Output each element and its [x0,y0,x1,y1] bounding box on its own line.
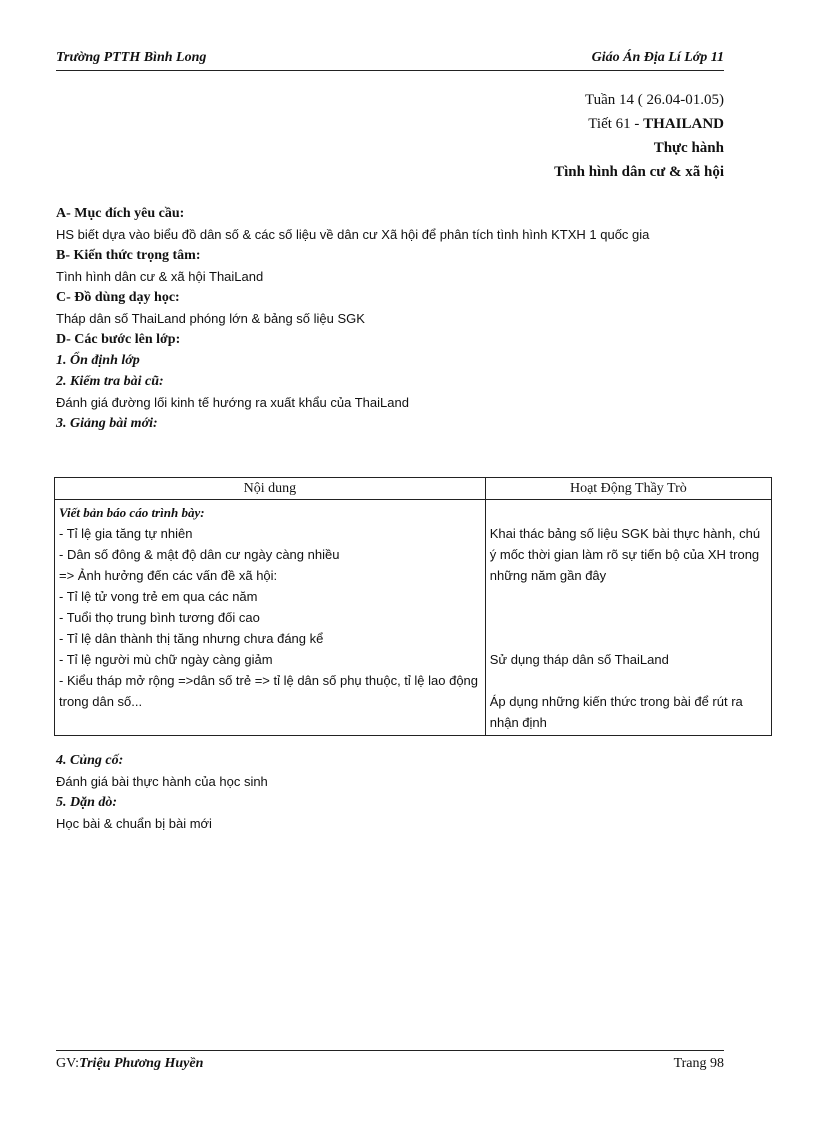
content-line: - Tỉ lệ gia tăng tự nhiên [59,526,193,541]
section-a-title: A- Mục đích yêu cầu: [56,206,185,221]
lesson-prefix: Tiết 61 - [588,116,644,132]
spacer [490,586,767,607]
spacer [490,670,767,691]
activity-text-1: Khai thác bảng số liệu SGK bài thực hành, chú ý mốc thời gian làm rõ sự tiến bộ của XH trong những năm gần đây [489,526,761,583]
section-c-title: C- Đồ dùng dạy học: [56,290,180,305]
lesson-line [554,112,724,136]
step-5-text: Học bài & chuẩn bị bài mới [56,816,212,831]
page-number: Trang 98 [673,1056,724,1071]
table-row [55,500,772,736]
content-line: - Tỉ lệ tử vong trẻ em qua các năm [59,589,258,604]
section-a-text: HS biết dựa vào biểu đồ dân số & các số liệu về dân cư Xã hội để phân tích tình hình KTXH 1 quốc gia [56,227,650,242]
content-line: - Kiểu tháp mở rộng =>dân số trẻ => tỉ lệ dân số phụ thuộc, tỉ lệ lao động trong dân số... [59,673,479,709]
step-1-title: 1. Ổn định lớp [56,353,140,368]
section-b-text: Tình hình dân cư & xã hội ThaiLand [56,269,264,284]
lesson-table [54,477,772,736]
page-header [56,48,724,71]
activity-cell [485,500,771,736]
spacer [490,628,767,649]
activity-text-3: Áp dụng những kiến thức trong bài để rút ra nhận định [489,694,743,730]
step-3-title: 3. Giảng bài mới: [56,416,158,431]
lesson-topic: Tình hình dân cư & xã hội [554,164,724,180]
section-c-text: Tháp dân số ThaiLand phóng lớn & bảng số liệu SGK [56,311,365,326]
teacher-name: Triệu Phương Huyền [79,1056,204,1071]
step-2-text: Đánh giá đường lối kinh tế hướng ra xuất khẩu của ThaiLand [56,395,409,410]
content-line: - Tỉ lệ dân thành thị tăng nhưng chưa đáng kể [59,631,324,646]
step-2-title: 2. Kiểm tra bài cũ: [56,374,164,389]
teacher-credit [56,1056,203,1072]
section-d-title: D- Các bước lên lớp: [56,332,181,347]
spacer [490,607,767,628]
step-5-title: 5. Dặn dò: [56,795,118,810]
content-line: - Tuổi thọ trung bình tương đối cao [59,610,260,625]
step-4-title: 4. Củng cố: [56,753,124,768]
page-footer [56,1050,724,1077]
teacher-label: GV: [56,1056,80,1071]
content-heading: Viết bản báo cáo trình bày: [59,505,205,520]
activity-text-2: Sử dụng tháp dân số ThaiLand [489,652,669,667]
table-header-row [55,478,772,500]
activity-column-header: Hoạt Động Thầy Trò [485,478,771,500]
lesson-type: Thực hành [653,140,724,156]
school-name: Trường PTTH Bình Long [56,50,207,65]
content-line: => Ảnh hưởng đến các vấn đề xã hội: [59,568,278,583]
closing-steps [56,750,736,834]
spacer [490,502,767,523]
content-line: - Dân số đông & mật độ dân cư ngày càng nhiều [59,547,340,562]
lesson-title-block [554,88,724,184]
lesson-body [56,203,736,434]
subject-name: Giáo Án Địa Lí Lớp 11 [591,50,724,65]
content-cell [55,500,486,736]
step-4-text: Đánh giá bài thực hành của học sinh [56,774,268,789]
section-b-title: B- Kiến thức trọng tâm: [56,248,201,263]
lesson-name: THAILAND [643,116,724,132]
content-line: - Tỉ lệ người mù chữ ngày càng giảm [59,652,273,667]
week-line: Tuần 14 ( 26.04-01.05) [584,92,724,108]
content-column-header: Nội dung [55,478,486,500]
